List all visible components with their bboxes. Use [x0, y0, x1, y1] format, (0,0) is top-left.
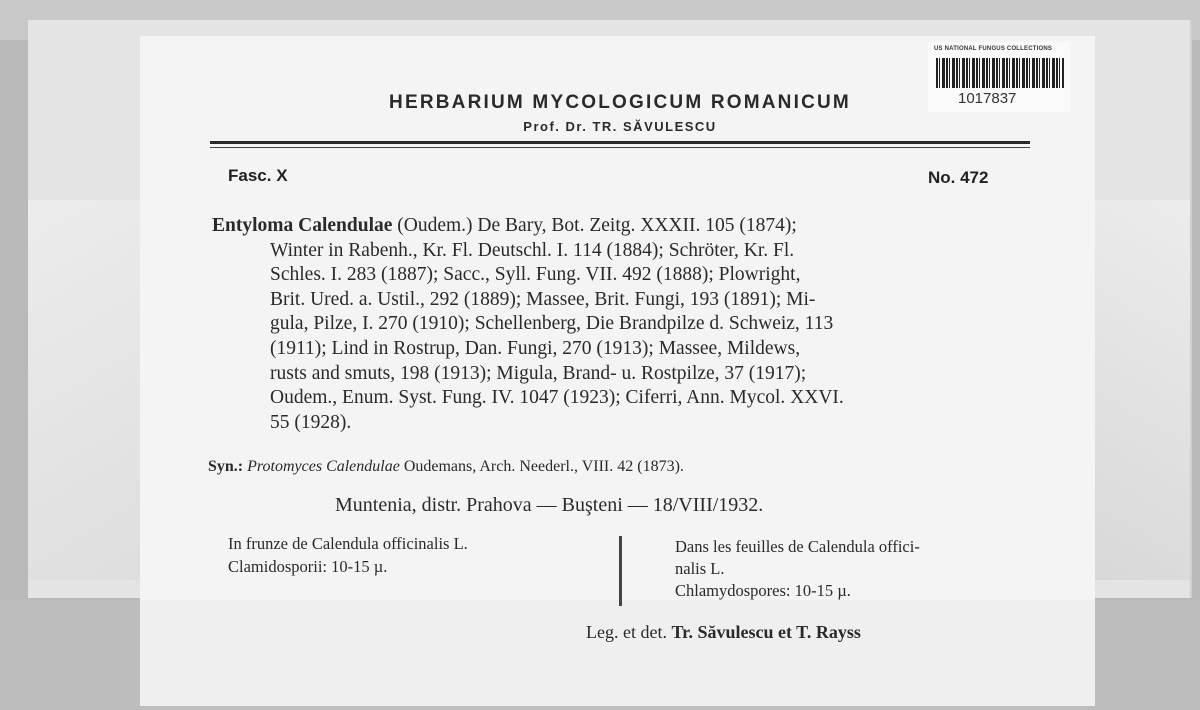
citation-line-8: Oudem., Enum. Syst. Fung. IV. 1047 (1923); Ciferri, Ann. Mycol. XXVI.	[270, 387, 844, 409]
citation-line-1-text: (Oudem.) De Bary, Bot. Zeitg. XXXII. 105 (1874);	[392, 215, 797, 236]
envelope-flap-left	[28, 200, 158, 580]
citation-block	[212, 214, 1038, 435]
species-name: Entyloma Calendulae	[212, 215, 393, 236]
citation-line-1	[212, 214, 1038, 239]
collector-prefix: Leg. et det.	[586, 622, 672, 642]
citation-line-3: Schles. I. 283 (1887); Sacc., Syll. Fung. VII. 492 (1888); Plowright,	[270, 264, 801, 286]
french-line-3: Chlamydospores: 10-15 µ.	[675, 581, 851, 600]
romanian-description	[228, 532, 468, 578]
herbarium-title: HERBARIUM MYCOLOGICUM ROMANICUM	[389, 92, 851, 113]
collector-names: Tr. Săvulescu et T. Rayss	[671, 622, 861, 642]
herbarium-subtitle: Prof. Dr. TR. SĂVULESCU	[523, 119, 717, 134]
specimen-number: No. 472	[928, 168, 989, 187]
header-rule-thick	[210, 141, 1030, 144]
synonym-name: Protomyces Calendulae	[247, 458, 400, 475]
french-line-1: Dans les feuilles de Calendula offici-	[675, 537, 920, 556]
synonym-reference: Oudemans, Arch. Neederl., VIII. 42 (1873).	[399, 458, 684, 475]
herbarium-label-lower	[140, 600, 1095, 706]
barcode-number: 1017837	[958, 90, 1017, 107]
envelope-flap-right	[1090, 200, 1190, 580]
romanian-line-2: Clamidosporii: 10-15 µ.	[228, 557, 388, 576]
french-line-2: nalis L.	[675, 559, 725, 578]
citation-line-2: Winter in Rabenh., Kr. Fl. Deutschl. I. 114 (1884); Schröter, Kr. Fl.	[270, 239, 795, 261]
column-divider	[619, 536, 622, 606]
citation-line-9: 55 (1928).	[270, 411, 352, 433]
barcode-institution: US NATIONAL FUNGUS COLLECTIONS	[934, 46, 1053, 52]
romanian-line-1: In frunze de Calendula officinalis L.	[228, 534, 468, 553]
synonym	[208, 458, 684, 476]
synonym-label: Syn.:	[208, 458, 244, 475]
locality: Muntenia, distr. Prahova — Buşteni — 18/VIII/1932.	[335, 494, 764, 516]
fascicle-label: Fasc. X	[228, 166, 288, 185]
french-description	[675, 536, 920, 602]
citation-line-7: rusts and smuts, 198 (1913); Migula, Brand- u. Rostpilze, 37 (1917);	[270, 362, 807, 384]
citation-line-6: (1911); Lind in Rostrup, Dan. Fungi, 270 (1913); Massee, Mildews,	[270, 337, 801, 359]
barcode-icon	[936, 58, 1064, 88]
collector	[586, 622, 861, 643]
header-rule-thin	[210, 147, 1030, 148]
citation-line-5: gula, Pilze, I. 270 (1910); Schellenberg, Die Brandpilze d. Schweiz, 113	[270, 313, 834, 335]
citation-line-4: Brit. Ured. a. Ustil., 292 (1889); Massee, Brit. Fungi, 193 (1891); Mi-	[270, 288, 816, 310]
